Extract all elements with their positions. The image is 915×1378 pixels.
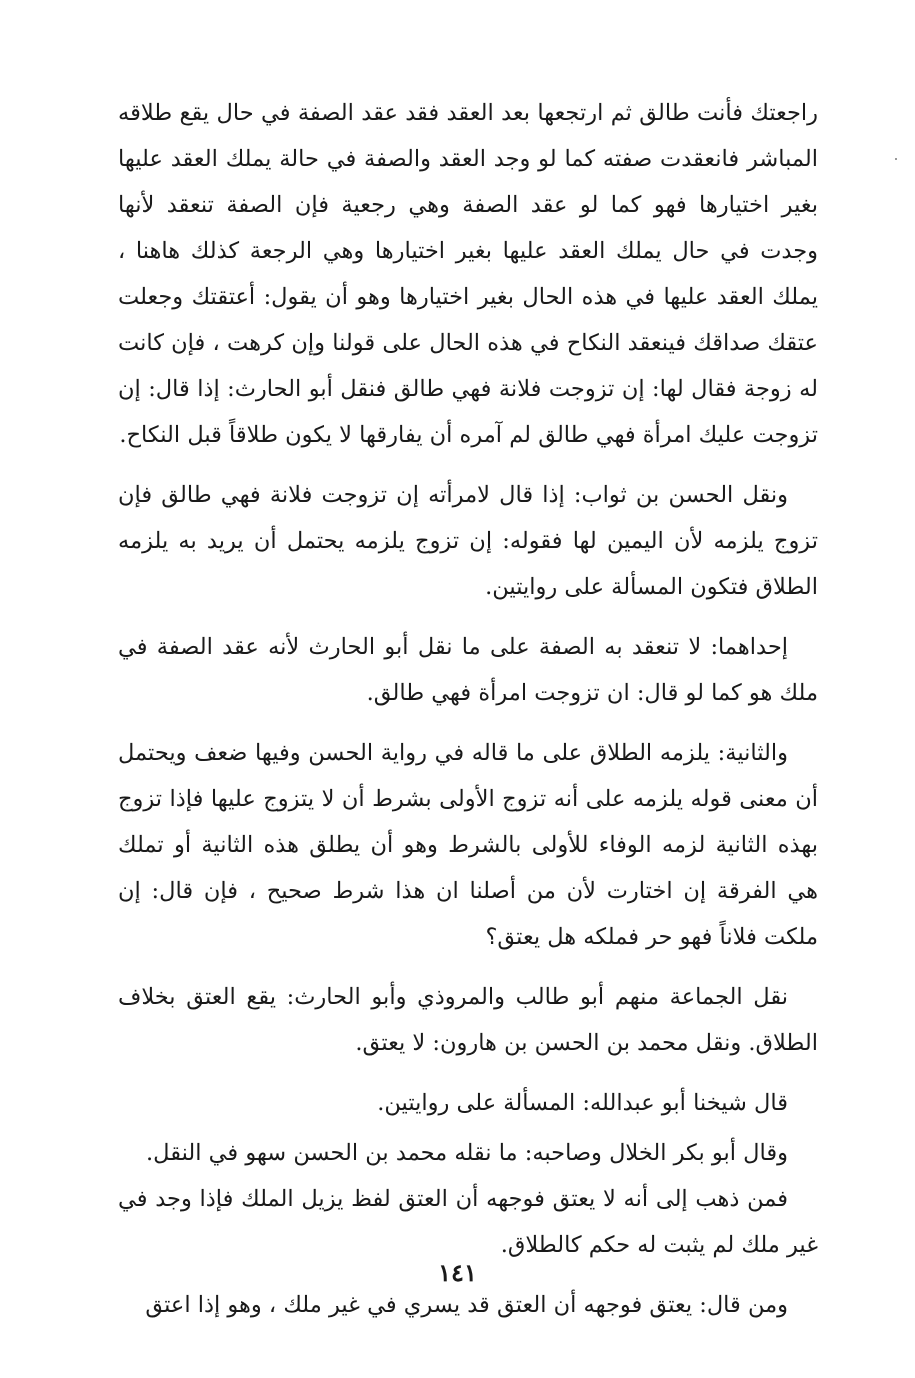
paragraph-6: قال شيخنا أبو عبدالله: المسألة على روايتين.: [377, 1090, 788, 1116]
paragraph-4: والثانية: يلزمه الطلاق على ما قاله في رواية الحسن وفيها ضعف ويحتمل أن معنى قوله يلزمه على أنه تزوج الأولى بشرط أن لا يتزوج عليها فإذا تزوج بهذه الثانية لزمه الوفاء للأولى بالشرط وهو أن يطلق هذه الثانية أو تملك هي الفرقة إن اختارت لأن من أصلنا ان هذا شرط صحيح ، فإن قال: إن ملكت فلاناً فهو حر فملكه هل يعتق؟: [118, 740, 818, 950]
paragraph-3: إحداهما: لا تنعقد به الصفة على ما نقل أبو الحارث لأنه عقد الصفة في ملك هو كما لو قال: ان تزوجت امرأة فهي طالق.: [118, 634, 818, 706]
paragraph-7: وقال أبو بكر الخلال وصاحبه: ما نقله محمد بن الحسن سهو في النقل.: [146, 1140, 788, 1166]
page-number: ١٤١: [438, 1258, 477, 1287]
paragraph-9: ومن قال: يعتق فوجهه أن العتق قد يسري في غير ملك ، وهو إذا اعتق: [145, 1292, 788, 1318]
paragraph-1: راجعتك فأنت طالق ثم ارتجعها بعد العقد فقد عقد الصفة في حال يقع طلاقه المباشر فانعقدت صفته كما لو وجد العقد والصفة في حالة يملك العقد عليها بغير اختيارها فهو كما لو عقد الصفة وهي رجعية فإن الصفة تنعقد لأنها وجدت في حال يملك العقد عليها بغير اختيارها وهي الرجعة كذلك هاهنا ، يملك العقد عليها في هذه الحال بغير اختيارها وهو أن يقول: أعتقتك وجعلت عتقك صداقك فينعقد النكاح في هذه الحال على قولنا وإن كرهت ، فإن كانت له زوجة فقال لها: إن تزوجت فلانة فهي طالق فنقل أبو الحارث: إذا قال: إن تزوجت عليك امرأة فهي طالق لم آمره أن يفارقها لا يكون طلاقاً قبل النكاح.: [118, 100, 818, 448]
paragraph-2: ونقل الحسن بن ثواب: إذا قال لامرأته إن تزوجت فلانة فهي طالق فإن تزوج يلزمه لأن اليمين لها فقوله: إن تزوج يلزمه يحتمل أن يريد به يلزمه الطلاق فتكون المسألة على روايتين.: [118, 482, 818, 600]
paragraph-8: فمن ذهب إلى أنه لا يعتق فوجهه أن العتق لفظ يزيل الملك فإذا وجد في غير ملك لم يثبت له حكم كالطلاق.: [118, 1186, 818, 1258]
paragraph-5: نقل الجماعة منهم أبو طالب والمروذي وأبو الحارث: يقع العتق بخلاف الطلاق. ونقل محمد بن الحسن بن هارون: لا يعتق.: [118, 984, 818, 1056]
body-text: [118, 90, 818, 1342]
scan-dot: [895, 158, 897, 160]
